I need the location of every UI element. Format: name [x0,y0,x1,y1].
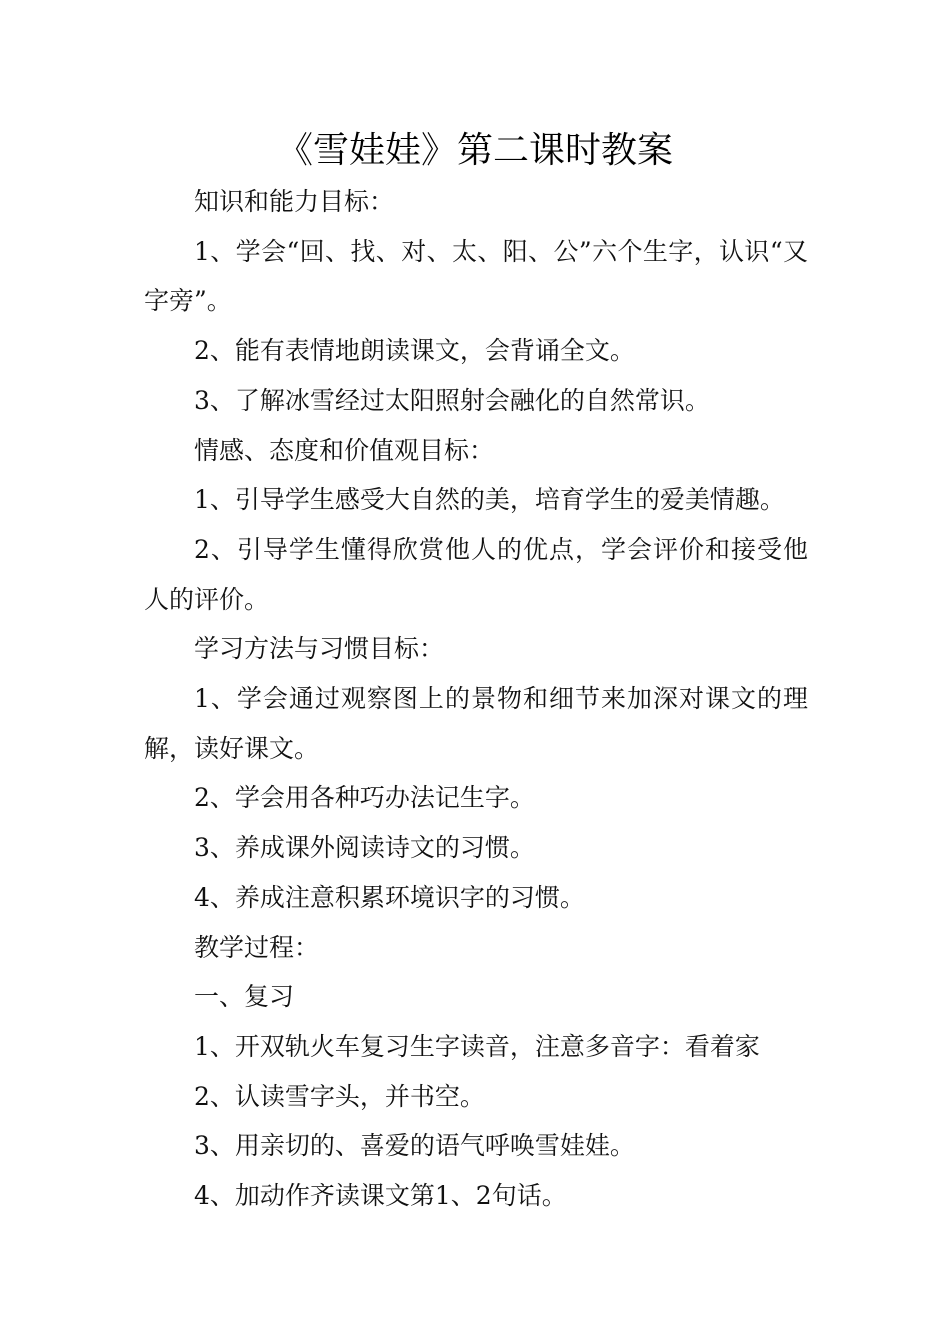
paragraph: 2、能有表情地朗读课文，会背诵全文。 [194,336,635,366]
paragraph: 4、养成注意积累环境识字的习惯。 [194,882,585,912]
paragraph: 3、养成课外阅读诗文的习惯。 [194,833,535,863]
paragraph: 一、复习 [194,982,295,1012]
paragraph: 1、开双轨火车复习生字读音，注意多音字：看着家 [194,1031,760,1061]
paragraph: 1、学会通过观察图上的景物和细节来加深对课文的理解，读好课文。 [144,684,808,763]
paragraph: 2、学会用各种巧办法记生字。 [194,783,535,813]
paragraph: 教学过程： [194,932,320,962]
paragraph: 3、用亲切的、喜爱的语气呼唤雪娃娃。 [194,1131,635,1161]
paragraph: 学习方法与习惯目标： [194,634,445,664]
paragraph: 3、了解冰雪经过太阳照射会融化的自然常识。 [194,385,710,415]
paragraph: 2、认读雪字头，并书空。 [194,1081,485,1111]
document-title: 《雪娃娃》第二课时教案 [276,130,673,171]
paragraph: 4、加动作齐读课文第1、2句话。 [194,1181,567,1211]
paragraph: 1、引导学生感受大自然的美，培育学生的爱美情趣。 [194,485,785,515]
paragraph: 1、学会“回、找、对、太、阳、公”六个生字，认识“又字旁”。 [144,236,808,316]
paragraph: 知识和能力目标： [194,187,395,216]
document-body [144,177,808,1221]
paragraph: 2、引导学生懂得欣赏他人的优点，学会评价和接受他人的评价。 [144,534,808,614]
paragraph: 情感、态度和价值观目标： [194,435,495,465]
